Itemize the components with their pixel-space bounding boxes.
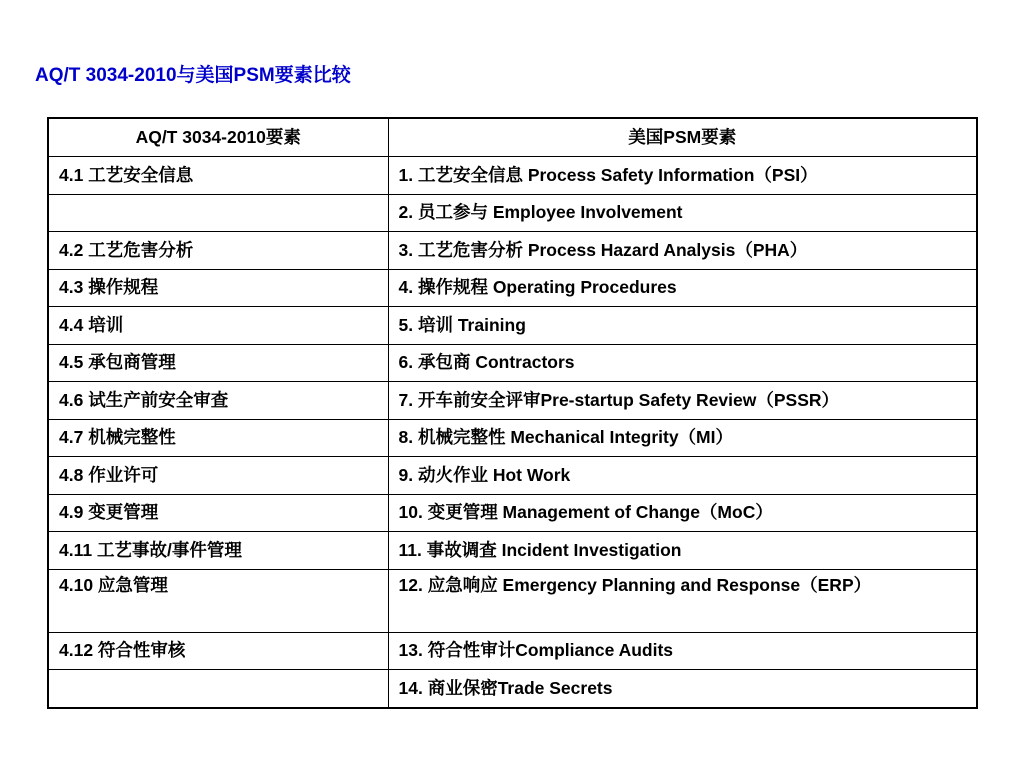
table-header-row — [48, 118, 977, 157]
aqt-element-cell: 4.3 操作规程 — [48, 269, 388, 307]
table-row — [48, 269, 977, 307]
psm-element-cell: 2. 员工参与 Employee Involvement — [388, 194, 977, 232]
page-title: AQ/T 3034-2010与美国PSM要素比较 — [35, 65, 351, 86]
aqt-element-cell: 4.2 工艺危害分析 — [48, 232, 388, 270]
psm-element-cell: 1. 工艺安全信息 Process Safety Information（PSI） — [388, 157, 977, 195]
table-row — [48, 344, 977, 382]
table-row — [48, 419, 977, 457]
table-row — [48, 632, 977, 670]
aqt-element-cell: 4.6 试生产前安全审查 — [48, 382, 388, 420]
aqt-element-cell: 4.4 培训 — [48, 307, 388, 345]
psm-element-cell: 5. 培训 Training — [388, 307, 977, 345]
aqt-element-cell — [48, 194, 388, 232]
comparison-table — [47, 117, 978, 709]
aqt-element-cell: 4.7 机械完整性 — [48, 419, 388, 457]
psm-element-cell: 12. 应急响应 Emergency Planning and Response（ERP） — [388, 569, 977, 632]
psm-element-cell: 8. 机械完整性 Mechanical Integrity（MI） — [388, 419, 977, 457]
table-row — [48, 532, 977, 570]
psm-element-cell: 7. 开车前安全评审Pre-startup Safety Review（PSSR） — [388, 382, 977, 420]
aqt-element-cell: 4.5 承包商管理 — [48, 344, 388, 382]
psm-element-cell: 14. 商业保密Trade Secrets — [388, 670, 977, 708]
aqt-element-cell: 4.8 作业许可 — [48, 457, 388, 495]
table-row — [48, 307, 977, 345]
table-row — [48, 494, 977, 532]
table-row — [48, 157, 977, 195]
table-row — [48, 670, 977, 708]
psm-element-cell: 4. 操作规程 Operating Procedures — [388, 269, 977, 307]
aqt-element-cell: 4.10 应急管理 — [48, 569, 388, 632]
table-row — [48, 194, 977, 232]
psm-element-cell: 6. 承包商 Contractors — [388, 344, 977, 382]
aqt-element-cell: 4.11 工艺事故/事件管理 — [48, 532, 388, 570]
table-row — [48, 232, 977, 270]
aqt-element-cell: 4.9 变更管理 — [48, 494, 388, 532]
psm-element-cell: 11. 事故调查 Incident Investigation — [388, 532, 977, 570]
psm-element-cell: 3. 工艺危害分析 Process Hazard Analysis（PHA） — [388, 232, 977, 270]
psm-element-cell: 13. 符合性审计Compliance Audits — [388, 632, 977, 670]
aqt-element-cell: 4.12 符合性审核 — [48, 632, 388, 670]
table-row — [48, 569, 977, 632]
column-header-psm: 美国PSM要素 — [388, 118, 977, 157]
psm-element-cell: 9. 动火作业 Hot Work — [388, 457, 977, 495]
table-row — [48, 457, 977, 495]
aqt-element-cell — [48, 670, 388, 708]
aqt-element-cell: 4.1 工艺安全信息 — [48, 157, 388, 195]
column-header-aqt: AQ/T 3034-2010要素 — [48, 118, 388, 157]
table-row — [48, 382, 977, 420]
psm-element-cell: 10. 变更管理 Management of Change（MoC） — [388, 494, 977, 532]
